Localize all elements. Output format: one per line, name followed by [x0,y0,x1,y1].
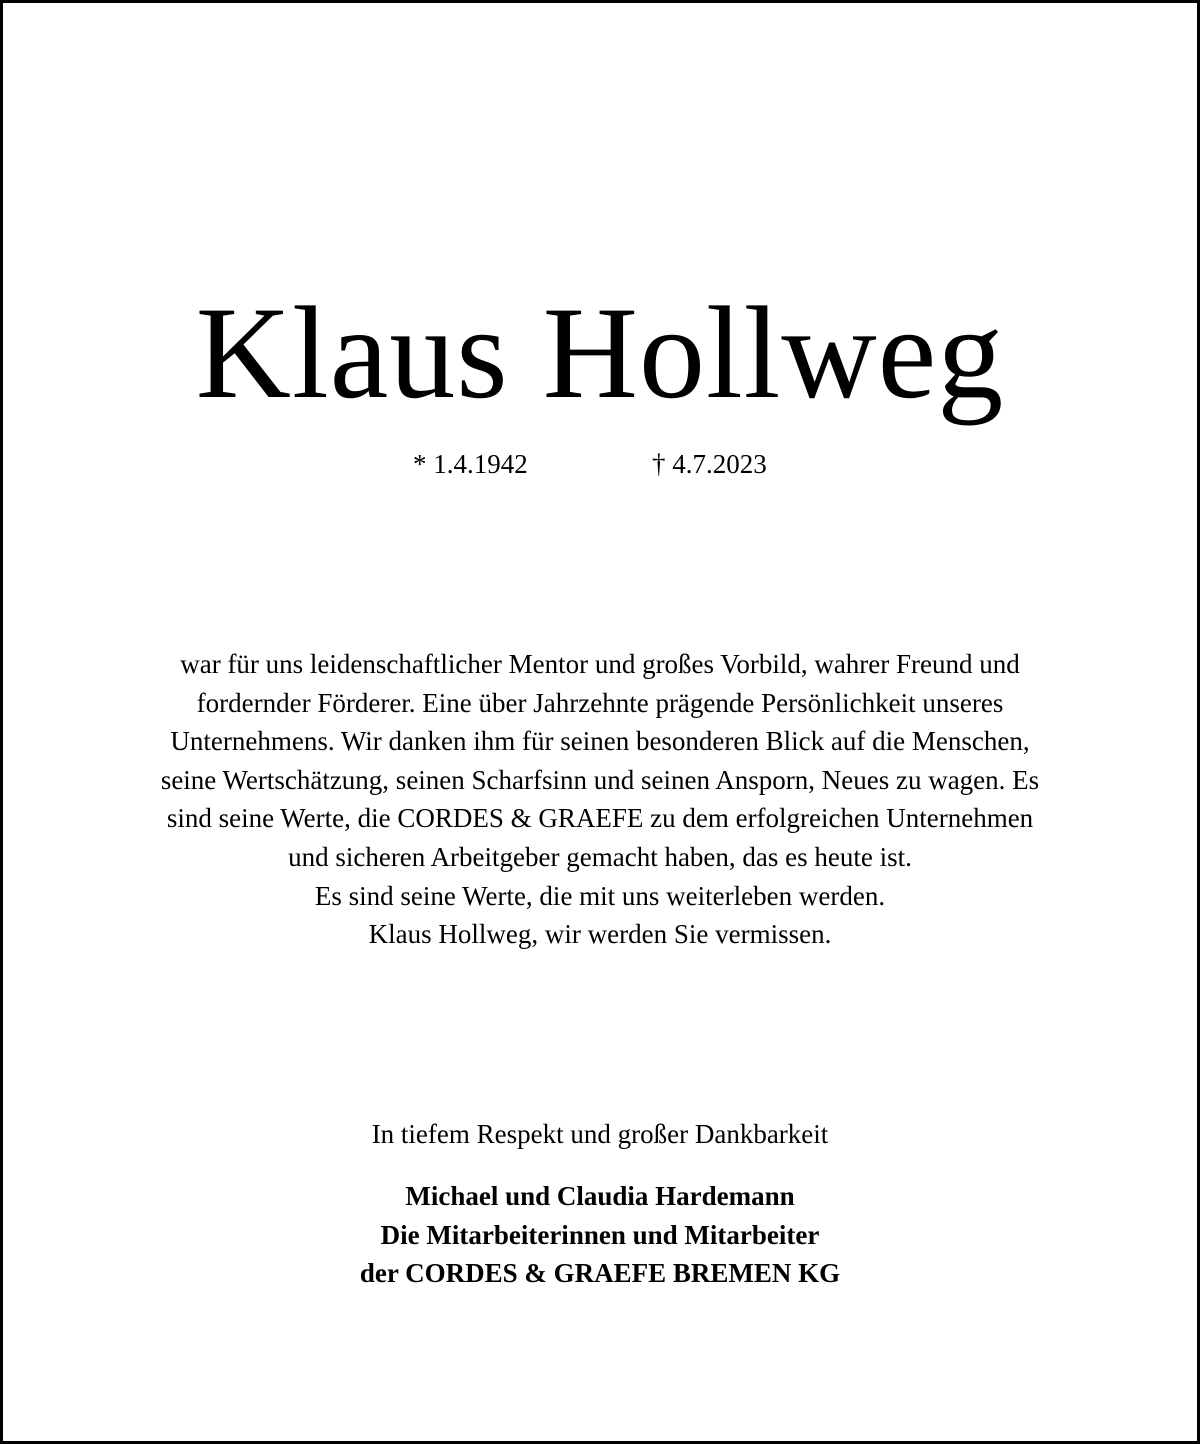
tribute-line: und sicheren Arbeitgeber gemacht haben, das es heute ist. [288,841,912,872]
deceased-name: Klaus Hollweg [195,279,1005,426]
tribute-line: Es sind seine Werte, die mit uns weiterleben werden. [314,880,886,911]
death-date: † 4.7.2023 [652,449,767,479]
signatory-line: der CORDES & GRAEFE BREMEN KG [359,1258,841,1288]
tribute-line: sind seine Werte, die CORDES & GRAEFE zu dem erfolgreichen Unternehmen [166,803,1034,834]
closing-phrase: In tiefem Respekt und großer Dankbarkeit [371,1119,829,1149]
tribute-text [40,645,1160,954]
birth-date: * 1.4.1942 [413,449,528,479]
signatory-line: Die Mitarbeiterinnen und Mitarbeiter [380,1219,820,1250]
tribute-line: Klaus Hollweg, wir werden Sie vermissen. [368,919,832,950]
tribute-line: war für uns leidenschaftlicher Mentor und großes Vorbild, wahrer Freund und [180,649,1020,679]
tribute-line: fordernder Förderer. Eine über Jahrzehnte prägende Persönlichkeit unseres [196,687,1004,718]
signatory-line: Michael und Claudia Hardemann [405,1181,795,1211]
tribute-line: Unternehmens. Wir danken ihm für seinen besonderen Blick auf die Menschen, [170,726,1030,757]
signatories [0,1177,1200,1293]
tribute-line: seine Wertschätzung, seinen Scharfsinn und seinen Ansporn, Neues zu wagen. Es [160,764,1040,795]
